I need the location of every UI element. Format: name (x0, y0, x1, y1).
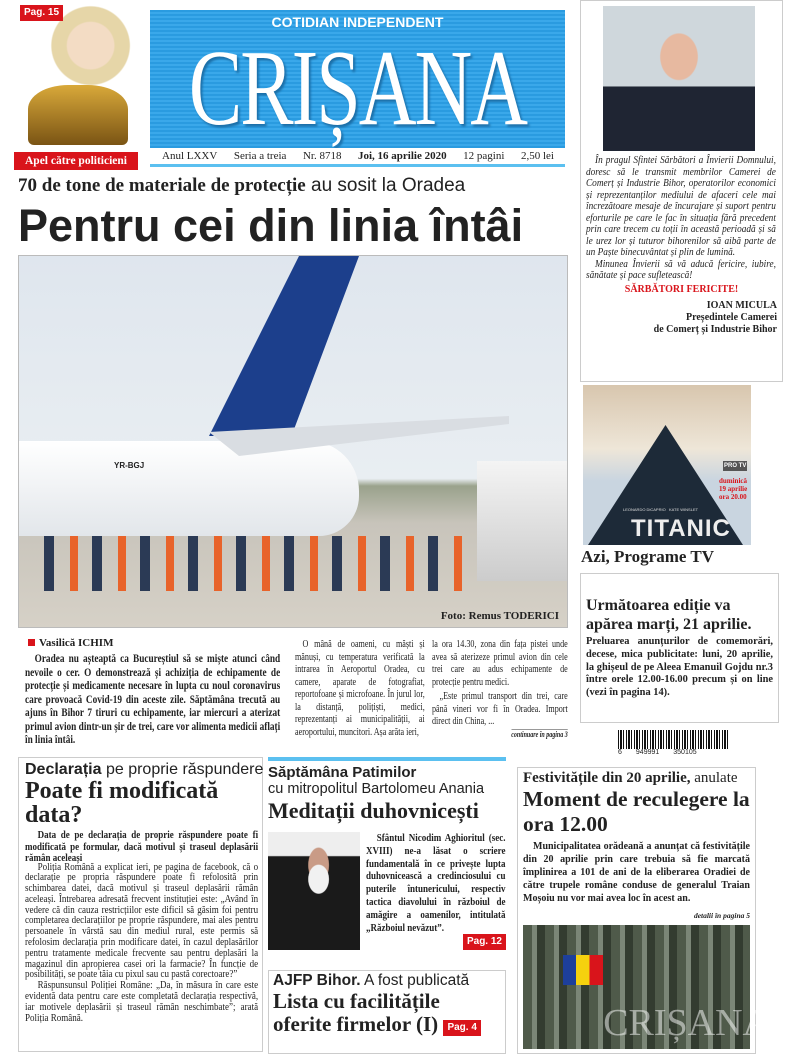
tv-caption[interactable]: Azi, Programe TV (581, 547, 714, 566)
festivities-kicker (523, 770, 750, 787)
divider-blue (268, 757, 506, 761)
festivities-article (517, 767, 770, 1054)
photo-credit: Foto: Remus TODERICI (440, 610, 559, 622)
signer-name: IOAN MICULA (706, 299, 777, 311)
lead-column-3 (432, 638, 568, 740)
greeting-signature (586, 300, 777, 336)
next-edition-body: Preluarea anunțurilor de comemorări, decese, mica publicitate: luni, 20 aprilie, la ghișeul de pe Aleea Emanuil Gojdu nr.3 între orele 12.00-16.00 precum și on line (vezi în pagina 14). (586, 636, 773, 699)
issue-number: Nr. 8718 (302, 150, 342, 162)
kicker-bold: Declarația (25, 761, 102, 778)
movie-actors: LEONARDO DiCAPRIO KATE WINSLET (623, 507, 699, 512)
watermark: CRIȘANA (603, 1002, 770, 1044)
greeting-text (586, 155, 776, 282)
teaser-label[interactable]: Apel către politicieni (14, 152, 138, 170)
declaration-headline[interactable]: Poate fi modificată data? (25, 778, 219, 828)
next-edition-box (580, 573, 779, 723)
greeting-box (580, 0, 783, 382)
barcode-digits (618, 749, 730, 757)
ajfp-headline[interactable]: Lista cu facilitățile oferite firmelor (I) (273, 989, 440, 1036)
aircraft-registration: YR-BGJ (114, 461, 145, 470)
lead-photo[interactable] (18, 255, 568, 628)
page-badge[interactable]: Pag. 15 (20, 5, 63, 21)
page-badge[interactable]: Pag. 12 (463, 934, 506, 950)
kicker-rest: anulate (690, 770, 738, 786)
meditations-kicker: Săptămâna Patimilor (268, 764, 417, 781)
greeting-wish: SĂRBĂTORI FERICITE! (624, 283, 739, 295)
declaration-kicker (25, 761, 264, 779)
lead-headline[interactable]: Pentru cei din linia întâi (18, 200, 524, 251)
red-square-icon (28, 639, 35, 646)
greeting-p2: Minunea Învierii să vă aducă fericire, iubire, sănătate și pace sufletească! (586, 258, 776, 281)
masthead[interactable] (150, 10, 565, 148)
issue-pages: 12 pagini (463, 150, 505, 162)
issue-date: Joi, 16 aprilie 2020 (357, 150, 447, 162)
barcode-digit: 6 (618, 749, 622, 756)
metropolitan-photo (268, 832, 360, 950)
signer-role: Președintele Camerei (686, 311, 777, 323)
workers (44, 536, 474, 591)
barcode-digit: 949991 (635, 749, 660, 756)
portrait-photo (603, 6, 755, 151)
aircraft-tail (209, 256, 359, 436)
declaration-p1: Poliția Română a explicat ieri, pe pagina de facebook, că o declarație pe propria răspundere poate fi refolosită prin schimbarea datei, dacă motivul și traseul deplasării rămân aceleași. Întrebarea adresată frecvent instituției este: „Având în vedere că din cauza restricțiilor este dificil să găsim foi pentru completarea declarațiilor pe proprie răspundere, mai ales pentru persoanele în vârstă sau din mediul rural, este permis să refolosim declarația prin modificare datei, în cazul deplasărilor pentru tratamente medicale frecvente sau pentru deplasări la magazinul din apropierea casei ori la farmacie? În funcție de posibilități, se poate tăia cu pixul sau cu pastă corectoare?” (25, 861, 259, 981)
declaration-p2: Răspunsunsul Poliției Române: „Da, în măsura în care este evidentă data pentru care este completată declarația respectivă, iar motivele deplasării și traseul rămân neschimbate”; arată Poliția Română. (25, 980, 259, 1024)
declaration-article (18, 757, 263, 1052)
channel-logo: PRO TV (724, 463, 747, 469)
author: Vasilică ICHIM (39, 637, 114, 649)
lead-intro: Oradea nu așteaptă ca Bucureștiul să se miște atunci când nevoile o cer. O demonstrează și achiziția de echipamente de protecție și medicamente necesare în lupta cu noul coronavirus care provoacă Covid-19 din aceste zile. Săptămâna trecută au ajuns în Bihor 7 tiruri cu echipamente, iar miercuri a aterizat primul avion dintr-un șir de trei, care vor alimenta medicii aflați în linia întâi. (25, 652, 281, 746)
festivities-body: Municipalitatea orădeană a anunțat că festivitățile din 20 aprilie prin care trebuia să fie marcată împlinirea a 101 de ani de la eliberarea Oradiei de către trupele române conduse de generalul Traian Moșoiu nu vor mai avea loc în acest an. (523, 841, 750, 904)
festivities-headline[interactable]: Moment de reculegere la ora 12.00 (523, 787, 750, 836)
kicker-rest: au sosit la Oradea (305, 175, 466, 196)
signer-role-2: de Comerț și Industrie Bihor (653, 323, 777, 335)
barcode (618, 730, 730, 758)
kicker-bold: AJFP Bihor. (273, 972, 361, 989)
issue-price: 2,50 lei (520, 150, 554, 162)
declaration-lead: Data de pe declarația de proprie răspundere poate fi modificată pe formular, dacă motivul și traseul deplasării rămân aceleași (25, 830, 259, 864)
trophy-image (28, 85, 128, 145)
issue-info (152, 150, 564, 163)
next-edition-title: Următoarea ediție va apărea marți, 21 aprilie. (586, 597, 752, 633)
lead-column-3-p1: la ora 14.30, zona din fața pistei unde avea să aterizeze primul avion din cele trei care au adus echipamente de protecție pentru medici. (432, 638, 568, 688)
kicker-rest: A fost publicată (360, 972, 470, 989)
declaration-body (25, 863, 258, 1025)
byline (28, 637, 113, 650)
details-link[interactable]: detalii în pagina 5 (693, 911, 750, 920)
broadcast-schedule: duminică 19 aprilie ora 20.00 (719, 477, 748, 501)
meditations-article (268, 764, 508, 823)
ajfp-kicker (273, 972, 501, 990)
greeting-p1: În pragul Sfintei Sărbători a Învierii Domnului, doresc să le transmit membrilor Camerei de Comerț și Industrie Bihor, operatorilor economici și reprezentanților mediului de afaceri cele mai încrezătoare mesaje de încurajare și suport pentru eforturile pe care le fac în situația fără precedent prin care trecem cu toții în această perioadă și să le urez lor și tuturor bihorenilor să aibă parte de un Paște binecuvântat și plin de lumină. (586, 155, 776, 258)
kicker-rest: pe proprie răspundere (101, 761, 264, 778)
lead-kicker (18, 175, 465, 197)
tv-promo[interactable] (583, 385, 751, 545)
aircraft-fuselage (19, 441, 359, 536)
divider (150, 164, 565, 167)
meditations-body: Sfântul Nicodim Aghioritul (sec. XVIII) ne-a lăsat o scriere fundamentală în ce privește lupta duhovnicească a credinciosului cu puterile întunericului, respectiv tactica diavolului în războiul de amăgire a oamenilor, intitulată „Războiul nevăzut”. (366, 833, 506, 934)
truck (477, 461, 568, 581)
kicker-bold: Festivitățile din 20 aprilie, (523, 770, 691, 786)
barcode-digit: 350105 (673, 749, 697, 756)
romanian-flag (563, 955, 603, 985)
movie-title: TITANIC (631, 515, 731, 542)
lead-column-3-p2: „Este primul transport din trei, care până vineri vor fi în Oradea. Import direct din China, ... (432, 690, 568, 727)
kicker-bold: 70 de tone de materiale de protecție (18, 175, 306, 196)
masthead-subtitle: COTIDIAN INDEPENDENT (271, 14, 444, 30)
soldiers-photo (523, 925, 770, 1049)
ajfp-article (268, 970, 506, 1054)
meditations-subkicker: cu mitropolitul Bartolomeu Anania (268, 781, 485, 797)
meditations-headline[interactable]: Meditații duhovnicești (268, 798, 479, 823)
page-badge[interactable]: Pag. 4 (443, 1020, 480, 1036)
lead-column-2: O mână de oameni, cu măști și mănuși, cu temperatura verificată la intrarea în Aeroportul Oradea, cu camere, aparate de fotografiat, reportofoane și microfoane. În jurul lor, la distanță, polițiști, medici, reprezentanți ai municipalității, ai aeroportului, muncitori. Așa arăta ieri, (295, 638, 425, 738)
meditations-body-wrap (366, 833, 506, 950)
continue-link[interactable]: continuare în pagina 3 (511, 729, 568, 739)
issue-year: Anul LXXV (162, 150, 218, 162)
issue-series: Seria a treia (233, 150, 287, 162)
masthead-logo: CRIȘANA (188, 29, 527, 148)
